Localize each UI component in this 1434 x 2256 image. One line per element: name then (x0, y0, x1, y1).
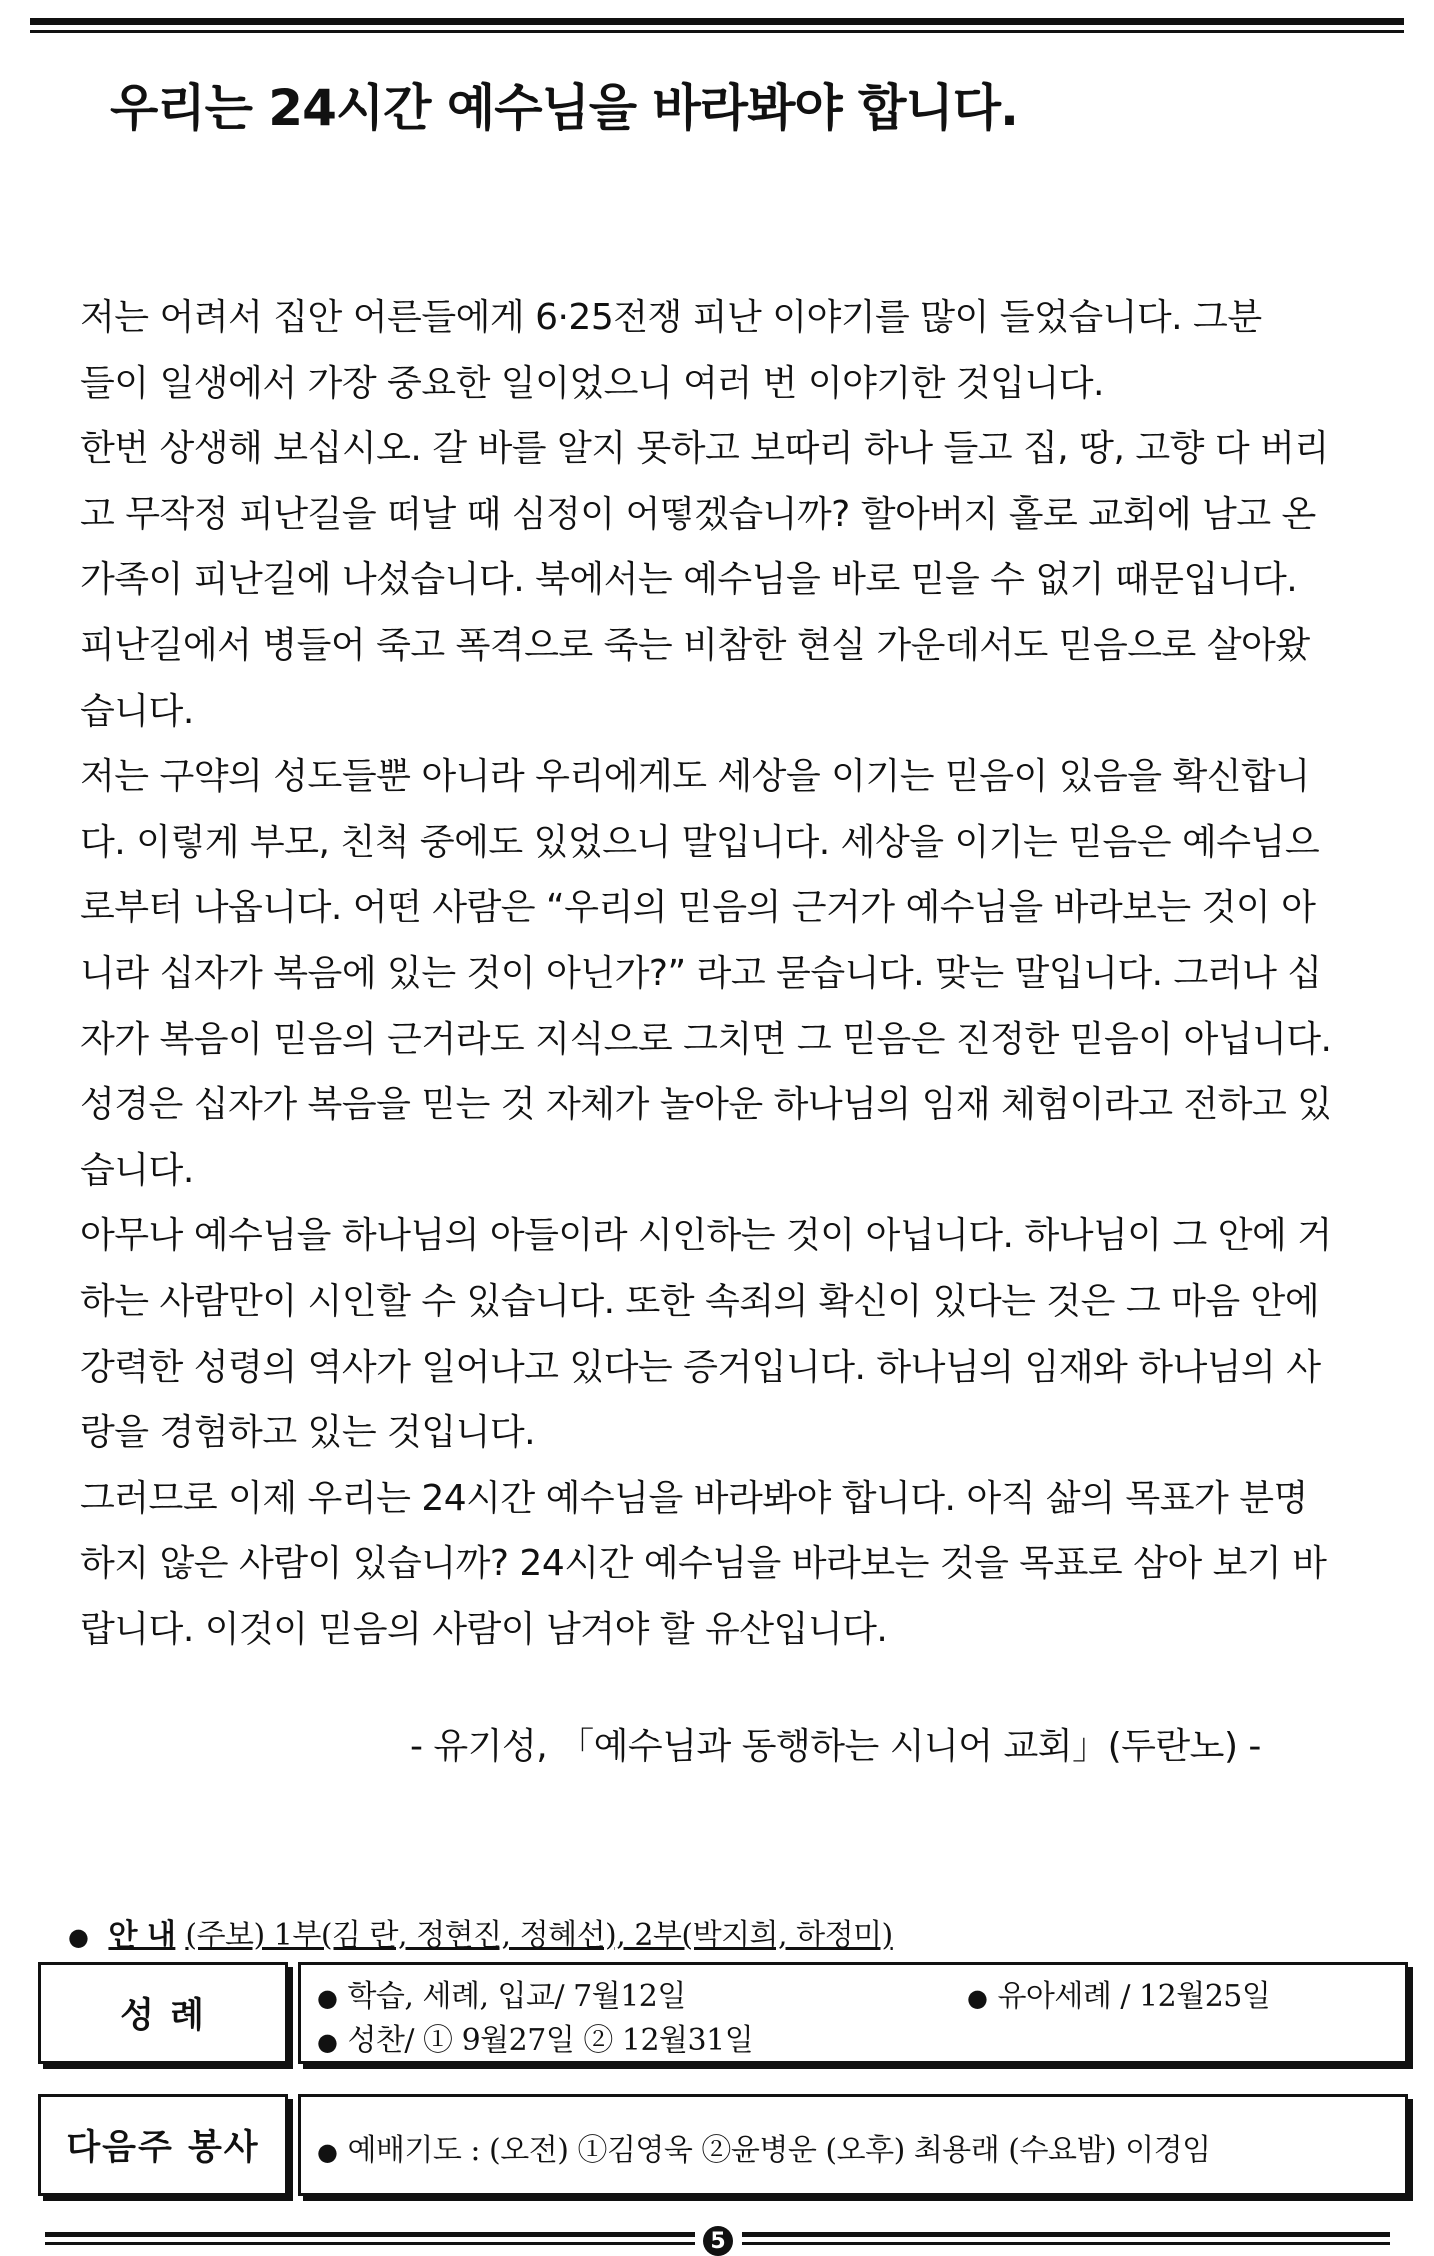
sacrament-item (317, 1971, 686, 2015)
top-rule-thick (30, 18, 1404, 25)
sacrament-item-text: 유아세례 / 12월25일 (997, 1979, 1271, 2014)
notice-label: 안 내 (108, 1918, 176, 1953)
body-line: 피난길에서 병들어 죽고 폭격으로 죽는 비참한 현실 가운데서도 믿음으로 살아왔 (80, 624, 1310, 666)
body-line: 습니다. (80, 1149, 194, 1191)
body-line: 니라 십자가 복음에 있는 것이 아닌가?” 라고 묻습니다. 맞는 말입니다. 그러나 십 (80, 952, 1322, 994)
bottom-rule-right-bottom (742, 2242, 1390, 2245)
service-content-box (298, 2094, 1408, 2196)
sacraments-content-box (298, 1962, 1408, 2064)
body-line: 저는 구약의 성도들뿐 아니라 우리에게도 세상을 이기는 믿음이 있음을 확신합니 (80, 756, 1310, 798)
body-line: 자가 복음이 믿음의 근거라도 지식으로 그치면 그 믿음은 진정한 믿음이 아닙니다. (80, 1018, 1332, 1060)
body-line: 저는 어려서 집안 어른들에게 6·25전쟁 피난 이야기를 많이 들었습니다. 그분 (80, 297, 1262, 338)
bottom-rule-right-top (742, 2232, 1390, 2237)
service-text: 예배기도 : (오전) ①김영욱 ②윤병운 (오후) 최용래 (수요밤) 이경임 (347, 2133, 1211, 2168)
body-line: 아무나 예수님을 하나님의 아들이라 시인하는 것이 아닙니다. 하나님이 그 안에 거 (80, 1215, 1332, 1257)
notice-text: (주보) 1부(김 란, 정현진, 정혜선), 2부(박지희, 하정미) (185, 1918, 893, 1953)
sacraments-label: 성 례 (120, 1996, 206, 2036)
service-label: 다음주 봉사 (66, 2128, 260, 2168)
article-body (80, 285, 1380, 1662)
body-line: 랍니다. 이것이 믿음의 사람이 남겨야 할 유산입니다. (80, 1608, 888, 1650)
sacrament-item-text: 학습, 세례, 입교/ 7월12일 (347, 1979, 686, 2014)
page-title: 우리는 24시간 예수님을 바라봐야 합니다. (110, 79, 1019, 137)
page-number: 5 (703, 2226, 733, 2256)
body-line: 로부터 나옵니다. 어떤 사람은 “우리의 믿음의 근거가 예수님을 바라보는 것이 아 (80, 887, 1316, 929)
body-line: 다. 이렇게 부모, 친척 중에도 있었으니 말입니다. 세상을 이기는 믿음은 예수님으 (80, 821, 1320, 863)
body-line: 강력한 성령의 역사가 일어나고 있다는 증거입니다. 하나님의 임재와 하나님의 사 (80, 1346, 1321, 1388)
bullet-icon: ● (317, 2028, 338, 2056)
body-line: 그러므로 이제 우리는 24시간 예수님을 바라봐야 합니다. 아직 삶의 목표가 분명 (80, 1477, 1308, 1519)
bottom-rule-left-bottom (45, 2242, 695, 2245)
body-line: 한번 상생해 보십시오. 갈 바를 알지 못하고 보따리 하나 들고 집, 땅, 고향 다 버리 (80, 428, 1329, 470)
sacrament-item (967, 1971, 1270, 2015)
bullet-icon: ● (68, 1923, 89, 1951)
body-line: 습니다. (80, 690, 194, 732)
body-line: 고 무작정 피난길을 떠날 때 심정이 어떻겠습니까? 할아버지 홀로 교회에 남고 온 (80, 493, 1316, 535)
body-line: 성경은 십자가 복음을 믿는 것 자체가 놀아운 하나님의 임재 체험이라고 전하고 있 (80, 1084, 1332, 1126)
bullet-icon: ● (967, 1984, 988, 2012)
notice-line (68, 1910, 893, 1954)
sacrament-item-text: 성찬/ ① 9월27일 ② 12월31일 (347, 2023, 754, 2058)
bullet-icon: ● (317, 2138, 338, 2166)
body-line: 하는 사람만이 시인할 수 있습니다. 또한 속죄의 확신이 있다는 것은 그 마음 안에 (80, 1280, 1320, 1322)
service-item (317, 2125, 1211, 2169)
service-label-box (38, 2094, 288, 2196)
bullet-icon: ● (317, 1984, 338, 2012)
body-line: 랑을 경험하고 있는 것입니다. (80, 1412, 536, 1454)
sacrament-item (317, 2015, 753, 2059)
bottom-rule-left-top (45, 2232, 695, 2237)
body-line: 들이 일생에서 가장 중요한 일이었으니 여러 번 이야기한 것입니다. (80, 362, 1104, 404)
sacraments-label-box (38, 1962, 288, 2064)
body-line: 가족이 피난길에 나섰습니다. 북에서는 예수님을 바로 믿을 수 없기 때문입니다. (80, 559, 1298, 601)
body-line: 하지 않은 사람이 있습니까? 24시간 예수님을 바라보는 것을 목표로 삼아 보기 바 (80, 1543, 1327, 1585)
top-rule-thin (30, 30, 1404, 33)
source-citation: - 유기성, 「예수님과 동행하는 시니어 교회」(두란노) - (410, 1726, 1261, 1767)
